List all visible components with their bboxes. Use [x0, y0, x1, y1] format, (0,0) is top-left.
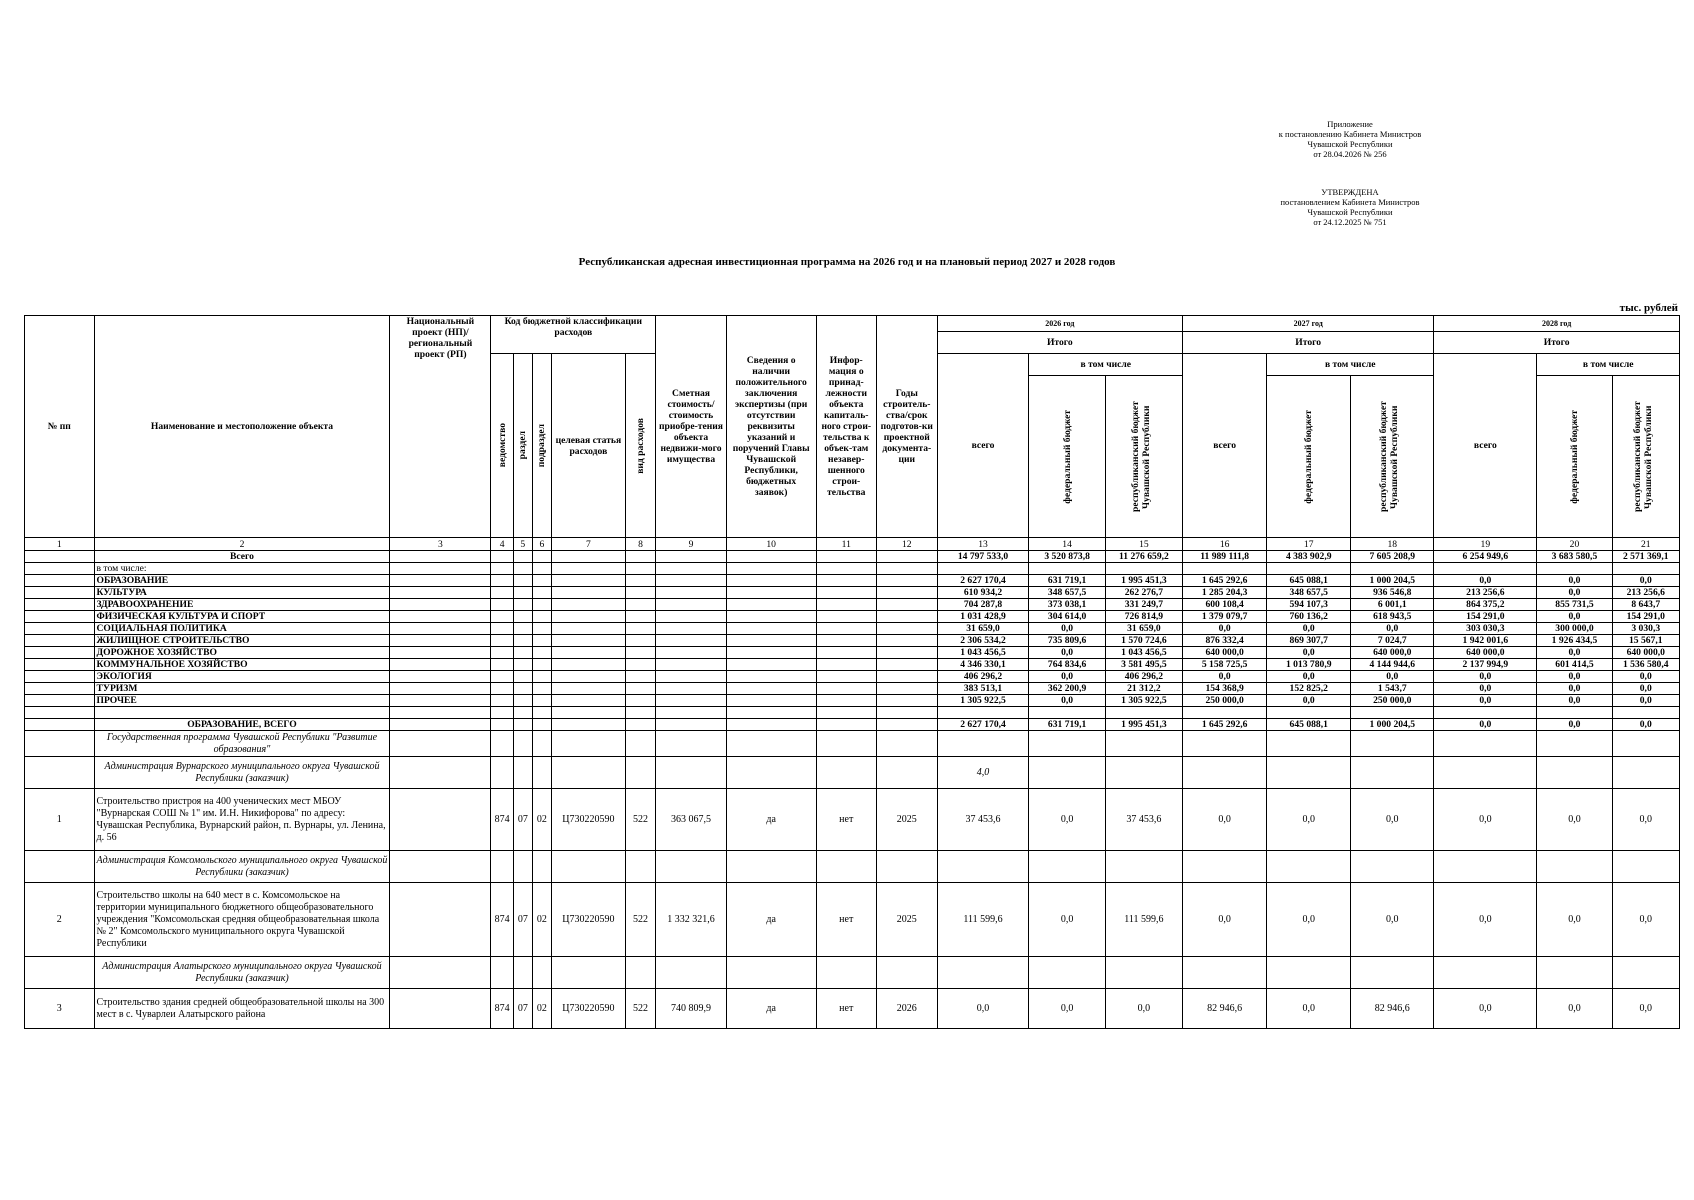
- object-vid: 522: [625, 989, 655, 1029]
- header-itogo-2028: Итого: [1434, 332, 1680, 354]
- sector-value: 8 643,7: [1612, 599, 1679, 611]
- approved-line: Чувашской Республики: [1307, 207, 1393, 217]
- header-itogo-2027: Итого: [1183, 332, 1434, 354]
- header-resp-2026: республиканский бюджет Чувашской Республики: [1105, 376, 1182, 538]
- col-number: 16: [1183, 538, 1267, 551]
- col-number: 18: [1351, 538, 1434, 551]
- sector-value: 303 030,3: [1434, 623, 1537, 635]
- header-info: Инфор-мация о принад-лежности объекта капиталь-ного строи-тельства к объек-там незавер-шенного строи-тельства: [816, 316, 877, 538]
- sector-value: 855 731,5: [1537, 599, 1612, 611]
- object-value: 0,0: [1029, 883, 1105, 957]
- col-number: 10: [726, 538, 816, 551]
- sector-value: 0,0: [1434, 695, 1537, 707]
- col-number: 2: [94, 538, 390, 551]
- sector-row: [25, 575, 1680, 587]
- sector-value: 0,0: [1537, 695, 1612, 707]
- sector-value: 645 088,1: [1267, 575, 1351, 587]
- edu-total-value: 0,0: [1434, 719, 1537, 731]
- object-vedomstvo: 874: [491, 789, 513, 851]
- header-resp-2027: республиканский бюджет Чувашской Республики: [1351, 376, 1434, 538]
- approved-block: [1240, 187, 1460, 227]
- object-value: 0,0: [1537, 883, 1612, 957]
- header-vid: вид расходов: [625, 354, 655, 538]
- object-value: 82 946,6: [1183, 989, 1267, 1029]
- sector-value: 618 943,5: [1351, 611, 1434, 623]
- sector-value: 0,0: [1434, 671, 1537, 683]
- header-years: Годы строитель-ства/срок подготов-ки проектной документа-ции: [877, 316, 938, 538]
- sector-name: ОБРАЗОВАНИЕ: [94, 575, 390, 587]
- sector-value: 362 200,9: [1029, 683, 1105, 695]
- object-row: [25, 789, 1680, 851]
- customer-row: [25, 957, 1680, 989]
- sector-value: 0,0: [1267, 623, 1351, 635]
- sector-value: 610 934,2: [937, 587, 1029, 599]
- col-number: 19: [1434, 538, 1537, 551]
- appendix-line: к постановлению Кабинета Министров: [1278, 129, 1422, 139]
- object-razdel: 07: [513, 989, 532, 1029]
- object-no: 2: [25, 883, 95, 957]
- col-number: 15: [1105, 538, 1182, 551]
- header-2027: 2027 год: [1183, 316, 1434, 332]
- sector-value: 0,0: [1612, 683, 1679, 695]
- sector-value: 1 379 079,7: [1183, 611, 1267, 623]
- object-row: [25, 883, 1680, 957]
- header-cost: Сметная стоимость/ стоимость приобре-тения объекта недвижи-мого имущества: [656, 316, 727, 538]
- object-value: 0,0: [937, 989, 1029, 1029]
- sector-value: 154 368,9: [1183, 683, 1267, 695]
- sector-value: 0,0: [1537, 587, 1612, 599]
- sector-row: [25, 659, 1680, 671]
- object-value: 0,0: [1105, 989, 1182, 1029]
- sector-value: 601 414,5: [1537, 659, 1612, 671]
- sector-value: 0,0: [1351, 623, 1434, 635]
- sector-value: 0,0: [1029, 623, 1105, 635]
- sector-value: 331 249,7: [1105, 599, 1182, 611]
- sector-value: 1 926 434,5: [1537, 635, 1612, 647]
- sector-value: 1 031 428,9: [937, 611, 1029, 623]
- appendix-line: Чувашской Республики: [1307, 139, 1393, 149]
- header-fed-2026: федеральный бюджет: [1029, 376, 1105, 538]
- sector-value: 0,0: [1351, 671, 1434, 683]
- column-numbers-row: [25, 538, 1680, 551]
- object-name: Строительство школы на 640 мест в с. Комсомольское на территории муниципального бюджетного общеобразовательного учреждения "Комсомольская средняя общеобразовательная школа № 2" Комсомольского муниципального округа Чувашской Республики: [94, 883, 390, 957]
- col-number: 20: [1537, 538, 1612, 551]
- sector-value: 31 659,0: [937, 623, 1029, 635]
- header-vtch-2026: в том числе: [1029, 354, 1183, 376]
- object-vedomstvo: 874: [491, 989, 513, 1029]
- header-itogo-2026: Итого: [937, 332, 1183, 354]
- object-value: 0,0: [1537, 789, 1612, 851]
- customer-name: Администрация Алатырского муниципального округа Чувашской Республики (заказчик): [94, 957, 390, 989]
- col-number: 5: [513, 538, 532, 551]
- sector-row: [25, 587, 1680, 599]
- sector-value: 0,0: [1612, 695, 1679, 707]
- object-value: 111 599,6: [1105, 883, 1182, 957]
- object-info: нет: [816, 789, 877, 851]
- header-celevaya: целевая статья расходов: [551, 354, 625, 538]
- col-number: 13: [937, 538, 1029, 551]
- col-number: 7: [551, 538, 625, 551]
- edu-total-label: ОБРАЗОВАНИЕ, ВСЕГО: [94, 719, 390, 731]
- header-2026: 2026 год: [937, 316, 1183, 332]
- total-value: 11 989 111,8: [1183, 551, 1267, 563]
- sector-value: 726 814,9: [1105, 611, 1182, 623]
- sector-value: 864 375,2: [1434, 599, 1537, 611]
- sector-name: ЗДРАВООХРАНЕНИЕ: [94, 599, 390, 611]
- sector-value: 594 107,3: [1267, 599, 1351, 611]
- sector-value: 0,0: [1537, 683, 1612, 695]
- sector-value: 262 276,7: [1105, 587, 1182, 599]
- sector-name: ТУРИЗМ: [94, 683, 390, 695]
- sector-value: 250 000,0: [1183, 695, 1267, 707]
- header-vsego-2028: всего: [1434, 354, 1537, 538]
- col-number: 1: [25, 538, 95, 551]
- sector-value: 0,0: [1183, 671, 1267, 683]
- sector-value: 0,0: [1267, 647, 1351, 659]
- sector-value: 1 995 451,3: [1105, 575, 1182, 587]
- sector-value: 1 285 204,3: [1183, 587, 1267, 599]
- object-value: 37 453,6: [937, 789, 1029, 851]
- total-value: 2 571 369,1: [1612, 551, 1679, 563]
- edu-total-value: 1 995 451,3: [1105, 719, 1182, 731]
- sector-value: 1 043 456,5: [1105, 647, 1182, 659]
- total-value: 3 520 873,8: [1029, 551, 1105, 563]
- edu-total-value: 645 088,1: [1267, 719, 1351, 731]
- spacer-row: [25, 707, 1680, 719]
- header-fed-2028: федеральный бюджет: [1537, 376, 1612, 538]
- sector-value: 0,0: [1267, 671, 1351, 683]
- sector-value: 250 000,0: [1351, 695, 1434, 707]
- object-value: 0,0: [1267, 789, 1351, 851]
- sector-value: 304 614,0: [1029, 611, 1105, 623]
- sector-row: [25, 623, 1680, 635]
- object-cost: 1 332 321,6: [656, 883, 727, 957]
- sector-value: 406 296,2: [937, 671, 1029, 683]
- sector-name: ФИЗИЧЕСКАЯ КУЛЬТУРА И СПОРТ: [94, 611, 390, 623]
- sector-name: ЖИЛИЩНОЕ СТРОИТЕЛЬСТВО: [94, 635, 390, 647]
- object-value: 0,0: [1351, 789, 1434, 851]
- col-number: 11: [816, 538, 877, 551]
- sector-value: 0,0: [1537, 671, 1612, 683]
- customer-name: Администрация Комсомольского муниципального округа Чувашской Республики (заказчик): [94, 851, 390, 883]
- object-expertise: да: [726, 789, 816, 851]
- object-cost: 740 809,9: [656, 989, 727, 1029]
- sector-value: 154 291,0: [1612, 611, 1679, 623]
- object-value: 0,0: [1537, 989, 1612, 1029]
- col-number: 6: [532, 538, 551, 551]
- sector-row: [25, 611, 1680, 623]
- sector-value: 300 000,0: [1537, 623, 1612, 635]
- sector-value: 600 108,4: [1183, 599, 1267, 611]
- sector-name: КОММУНАЛЬНОЕ ХОЗЯЙСТВО: [94, 659, 390, 671]
- program-name: Государственная программа Чувашской Республики "Развитие образования": [94, 731, 390, 757]
- object-razdel: 07: [513, 883, 532, 957]
- col-number: 3: [390, 538, 491, 551]
- sector-value: 406 296,2: [1105, 671, 1182, 683]
- object-celevaya: Ц730220590: [551, 989, 625, 1029]
- sector-rows: [25, 575, 1680, 707]
- header-project: Национальный проект (НП)/ региональный проект (РП): [390, 316, 491, 538]
- object-podrazdel: 02: [532, 883, 551, 957]
- object-value: 0,0: [1612, 789, 1679, 851]
- sector-row: [25, 599, 1680, 611]
- object-expertise: да: [726, 883, 816, 957]
- header-vtch-2028: в том числе: [1537, 354, 1680, 376]
- total-label: Всего: [94, 551, 390, 563]
- appendix-line: от 28.04.2026 № 256: [1313, 149, 1387, 159]
- object-name: Строительство здания средней общеобразовательной школы на 300 мест в с. Чуварлеи Алатырского района: [94, 989, 390, 1029]
- sector-value: 7 024,7: [1351, 635, 1434, 647]
- sector-row: [25, 647, 1680, 659]
- sector-value: 735 809,6: [1029, 635, 1105, 647]
- sector-value: 1 570 724,6: [1105, 635, 1182, 647]
- object-celevaya: Ц730220590: [551, 789, 625, 851]
- customer-note: 4,0: [937, 757, 1029, 789]
- sector-value: 213 256,6: [1434, 587, 1537, 599]
- sector-value: 4 346 330,1: [937, 659, 1029, 671]
- object-name: Строительство пристроя на 400 ученических мест МБОУ "Вурнарская СОШ № 1" им. И.Н. Никифорова" по адресу: Чувашская Республика, Вурнарский район, п. Вурнары, ул. Ленина, д. 56: [94, 789, 390, 851]
- col-number: 9: [656, 538, 727, 551]
- object-expertise: да: [726, 989, 816, 1029]
- object-info: нет: [816, 989, 877, 1029]
- sector-value: 640 000,0: [1351, 647, 1434, 659]
- object-podrazdel: 02: [532, 789, 551, 851]
- sector-value: 0,0: [1537, 611, 1612, 623]
- object-value: 0,0: [1351, 883, 1434, 957]
- sector-value: 2 306 534,2: [937, 635, 1029, 647]
- sector-value: 631 719,1: [1029, 575, 1105, 587]
- sector-value: 373 038,1: [1029, 599, 1105, 611]
- appendix-line: Приложение: [1327, 119, 1373, 129]
- sector-value: 4 144 944,6: [1351, 659, 1434, 671]
- sector-value: 3 581 495,5: [1105, 659, 1182, 671]
- sector-value: 1 305 922,5: [937, 695, 1029, 707]
- sector-value: 640 000,0: [1434, 647, 1537, 659]
- header-vtch-2027: в том числе: [1267, 354, 1434, 376]
- total-value: 4 383 902,9: [1267, 551, 1351, 563]
- sector-value: 0,0: [1029, 695, 1105, 707]
- sector-name: ЭКОЛОГИЯ: [94, 671, 390, 683]
- customer-name: Администрация Вурнарского муниципального округа Чувашской Республики (заказчик): [94, 757, 390, 789]
- sector-value: 0,0: [1029, 671, 1105, 683]
- object-value: 0,0: [1183, 883, 1267, 957]
- sector-value: 1 000 204,5: [1351, 575, 1434, 587]
- sector-value: 0,0: [1612, 575, 1679, 587]
- header-podrazdel: подраздел: [532, 354, 551, 538]
- object-value: 0,0: [1029, 989, 1105, 1029]
- sector-value: 5 158 725,5: [1183, 659, 1267, 671]
- sector-name: ПРОЧЕЕ: [94, 695, 390, 707]
- object-no: 1: [25, 789, 95, 851]
- appendix-block: [1240, 119, 1460, 159]
- sector-value: 348 657,5: [1267, 587, 1351, 599]
- sector-row: [25, 671, 1680, 683]
- sector-row: [25, 695, 1680, 707]
- total-value: 11 276 659,2: [1105, 551, 1182, 563]
- incl-row: [25, 563, 1680, 575]
- header-vedomstvo: ведомство: [491, 354, 513, 538]
- sector-value: 31 659,0: [1105, 623, 1182, 635]
- sector-value: 0,0: [1183, 623, 1267, 635]
- sector-name: КУЛЬТУРА: [94, 587, 390, 599]
- header-vsego-2026: всего: [937, 354, 1029, 538]
- sector-value: 0,0: [1612, 671, 1679, 683]
- col-number: 17: [1267, 538, 1351, 551]
- header-vsego-2027: всего: [1183, 354, 1267, 538]
- document-title: Республиканская адресная инвестиционная программа на 2026 год и на плановый период 2027 и 2028 годов: [578, 256, 1116, 268]
- col-number: 14: [1029, 538, 1105, 551]
- total-value: 14 797 533,0: [937, 551, 1029, 563]
- object-cost: 363 067,5: [656, 789, 727, 851]
- object-value: 0,0: [1612, 989, 1679, 1029]
- object-value: 0,0: [1029, 789, 1105, 851]
- program-row: [25, 731, 1680, 757]
- col-number: 12: [877, 538, 938, 551]
- object-celevaya: Ц730220590: [551, 883, 625, 957]
- investment-program-table: [24, 315, 1680, 1029]
- sector-value: 0,0: [1434, 683, 1537, 695]
- sector-row: [25, 683, 1680, 695]
- edu-total-value: 0,0: [1612, 719, 1679, 731]
- header-fed-2027: федеральный бюджет: [1267, 376, 1351, 538]
- customer-row: [25, 757, 1680, 789]
- sector-value: 936 546,8: [1351, 587, 1434, 599]
- sector-value: 213 256,6: [1612, 587, 1679, 599]
- object-podrazdel: 02: [532, 989, 551, 1029]
- incl-label: в том числе:: [94, 563, 390, 575]
- object-value: 0,0: [1434, 789, 1537, 851]
- units-label: тыс. рублей: [1619, 302, 1678, 314]
- col-number: 4: [491, 538, 513, 551]
- sector-name: ДОРОЖНОЕ ХОЗЯЙСТВО: [94, 647, 390, 659]
- edu-total-value: 631 719,1: [1029, 719, 1105, 731]
- header-kbk: Код бюджетной классификации расходов: [491, 316, 656, 354]
- sector-value: 154 291,0: [1434, 611, 1537, 623]
- sector-value: 760 136,2: [1267, 611, 1351, 623]
- sector-value: 15 567,1: [1612, 635, 1679, 647]
- approved-line: постановлением Кабинета Министров: [1280, 197, 1420, 207]
- sector-value: 0,0: [1029, 647, 1105, 659]
- sector-value: 0,0: [1267, 695, 1351, 707]
- header-name: Наименование и местоположение объекта: [94, 316, 390, 538]
- object-value: 0,0: [1267, 989, 1351, 1029]
- sector-value: 21 312,2: [1105, 683, 1182, 695]
- object-value: 82 946,6: [1351, 989, 1434, 1029]
- object-value: 0,0: [1434, 989, 1537, 1029]
- approved-line: от 24.12.2025 № 751: [1313, 217, 1387, 227]
- customer-row: [25, 851, 1680, 883]
- object-razdel: 07: [513, 789, 532, 851]
- header-2028: 2028 год: [1434, 316, 1680, 332]
- header-expertise: Сведения о наличии положительного заключения экспертизы (при отсутствии реквизиты указаний и поручений Главы Чувашской Республики, бюджетных заявок): [726, 316, 816, 538]
- edu-total-value: 1 000 204,5: [1351, 719, 1434, 731]
- object-info: нет: [816, 883, 877, 957]
- edu-total-value: 1 645 292,6: [1183, 719, 1267, 731]
- sector-value: 348 657,5: [1029, 587, 1105, 599]
- edu-total-value: 0,0: [1537, 719, 1612, 731]
- object-years: 2025: [877, 789, 938, 851]
- sector-value: 383 513,1: [937, 683, 1029, 695]
- edu-total-row: [25, 719, 1680, 731]
- sector-value: 869 307,7: [1267, 635, 1351, 647]
- object-years: 2026: [877, 989, 938, 1029]
- total-value: 7 605 208,9: [1351, 551, 1434, 563]
- sector-value: 1 043 456,5: [937, 647, 1029, 659]
- sector-value: 704 287,8: [937, 599, 1029, 611]
- object-value: 37 453,6: [1105, 789, 1182, 851]
- sector-value: 0,0: [1434, 575, 1537, 587]
- object-vid: 522: [625, 883, 655, 957]
- object-row: [25, 989, 1680, 1029]
- total-value: 3 683 580,5: [1537, 551, 1612, 563]
- col-number: 8: [625, 538, 655, 551]
- sector-value: 2 137 994,9: [1434, 659, 1537, 671]
- sector-value: 0,0: [1537, 575, 1612, 587]
- sector-name: СОЦИАЛЬНАЯ ПОЛИТИКА: [94, 623, 390, 635]
- sector-row: [25, 635, 1680, 647]
- sector-value: 1 013 780,9: [1267, 659, 1351, 671]
- edu-total-value: 2 627 170,4: [937, 719, 1029, 731]
- total-value: 6 254 949,6: [1434, 551, 1537, 563]
- sector-value: 1 543,7: [1351, 683, 1434, 695]
- sector-value: 876 332,4: [1183, 635, 1267, 647]
- sector-value: 1 305 922,5: [1105, 695, 1182, 707]
- object-vedomstvo: 874: [491, 883, 513, 957]
- sector-value: 1 942 001,6: [1434, 635, 1537, 647]
- sector-value: 1 645 292,6: [1183, 575, 1267, 587]
- sector-value: 1 536 580,4: [1612, 659, 1679, 671]
- total-row: [25, 551, 1680, 563]
- sector-value: 764 834,6: [1029, 659, 1105, 671]
- object-value: 0,0: [1434, 883, 1537, 957]
- object-value: 111 599,6: [937, 883, 1029, 957]
- object-value: 0,0: [1612, 883, 1679, 957]
- object-years: 2025: [877, 883, 938, 957]
- sector-value: 152 825,2: [1267, 683, 1351, 695]
- sector-value: 0,0: [1537, 647, 1612, 659]
- sector-value: 640 000,0: [1612, 647, 1679, 659]
- col-number: 21: [1612, 538, 1679, 551]
- sector-value: 640 000,0: [1183, 647, 1267, 659]
- object-value: 0,0: [1183, 789, 1267, 851]
- header-razdel: раздел: [513, 354, 532, 538]
- object-value: 0,0: [1267, 883, 1351, 957]
- sector-value: 6 001,1: [1351, 599, 1434, 611]
- header-no: № пп: [25, 316, 95, 538]
- sector-value: 2 627 170,4: [937, 575, 1029, 587]
- object-vid: 522: [625, 789, 655, 851]
- sector-value: 3 030,3: [1612, 623, 1679, 635]
- approved-line: УТВЕРЖДЕНА: [1321, 187, 1379, 197]
- object-no: 3: [25, 989, 95, 1029]
- header-resp-2028: республиканский бюджет Чувашской Республики: [1612, 376, 1679, 538]
